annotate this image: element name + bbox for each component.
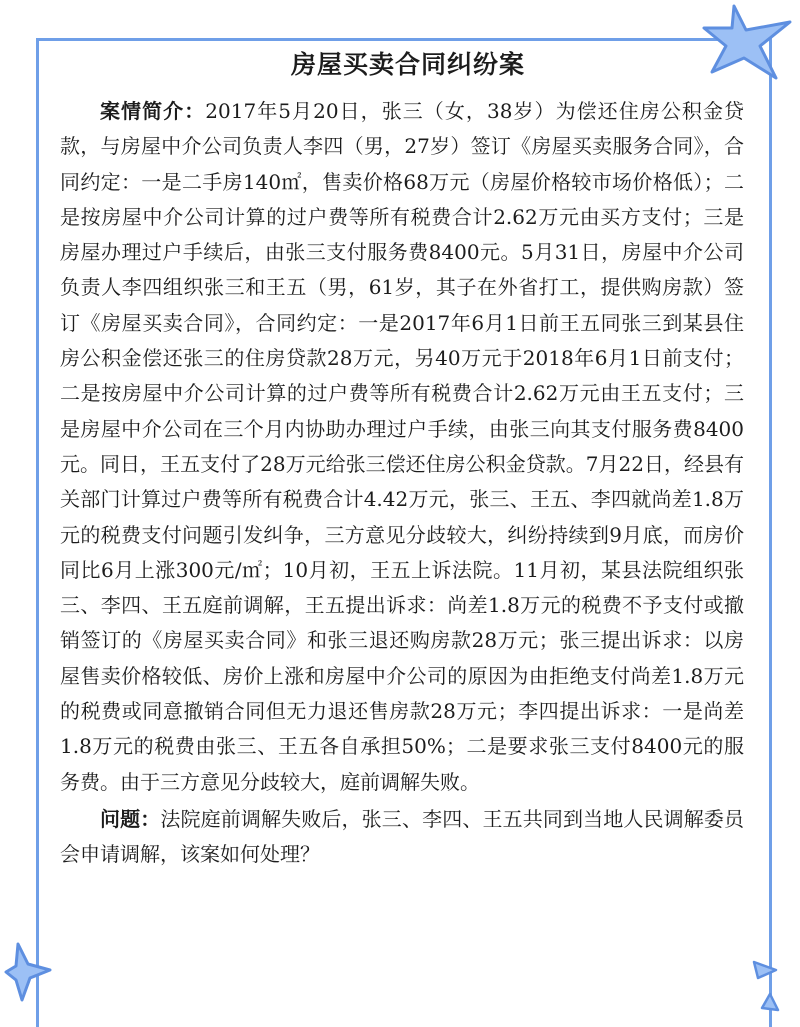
case-summary-text: 2017年5月20日，张三（女，38岁）为偿还住房公积金贷款，与房屋中介公司负责人李四（男，27岁）签订《房屋买卖服务合同》，合同约定：一是二手房140㎡，售卖价格68万元（房屋价格较市场价格低）；二是按房屋中介公司计算的过户费等所有税费合计2.62万元由买方支付；三是房屋办理过户手续后，由张三支付服务费8400元。5月31日，房屋中介公司负责人李四组织张三和王五（男，61岁，其子在外省打工，提供购房款）签订《房屋买卖合同》，合同约定：一是2017年6月1日前王五同张三到某县住房公积金偿还张三的住房贷款28万元，另40万元于2018年6月1日前支付；二是按房屋中介公司计算的过户费等所有税费合计2.62万元由王五支付；三是房屋中介公司在三个月内协助办理过户手续，由张三向其支付服务费8400元。同日，王五支付了28万元给张三偿还住房公积金贷款。7月22日，经县有关部门计算过户费等所有税费合计4.42万元，张三、王五、李四就尚差1.8万元的税费支付问题引发纠争，三方意见分歧较大，纠纷持续到9月底，而房价同比6月上涨300元/㎡；10月初，王五上诉法院。11月初，某县法院组织张三、李四、王五庭前调解，王五提出诉求：尚差1.8万元的税费不予支付或撤销签订的《房屋买卖合同》和张三退还购房款28万元；张三提出诉求：以房屋售卖价格较低、房价上涨和房屋中介公司的原因为由拒绝支付尚差1.8万元的税费或同意撤销合同但无力退还售房款28万元；李四提出诉求：一是尚差1.8万元的税费由张三、王五各自承担50%；二是要求张三支付8400元的服务费。由于三方意见分歧较大，庭前调解失败。 [60, 99, 744, 794]
question-text: 法院庭前调解失败后，张三、李四、王五共同到当地人民调解委员会申请调解，该案如何处理？ [60, 806, 745, 867]
star-icon-bottom-right [748, 958, 784, 1018]
case-summary-label: 案情简介： [100, 99, 206, 123]
star-icon-bottom-left [4, 940, 54, 1002]
question-label: 问题： [100, 806, 161, 831]
question-paragraph [60, 802, 744, 873]
document-title: 房屋买卖合同纠纷案 [290, 50, 525, 79]
document-page [60, 48, 744, 873]
case-summary-paragraph [60, 94, 744, 800]
